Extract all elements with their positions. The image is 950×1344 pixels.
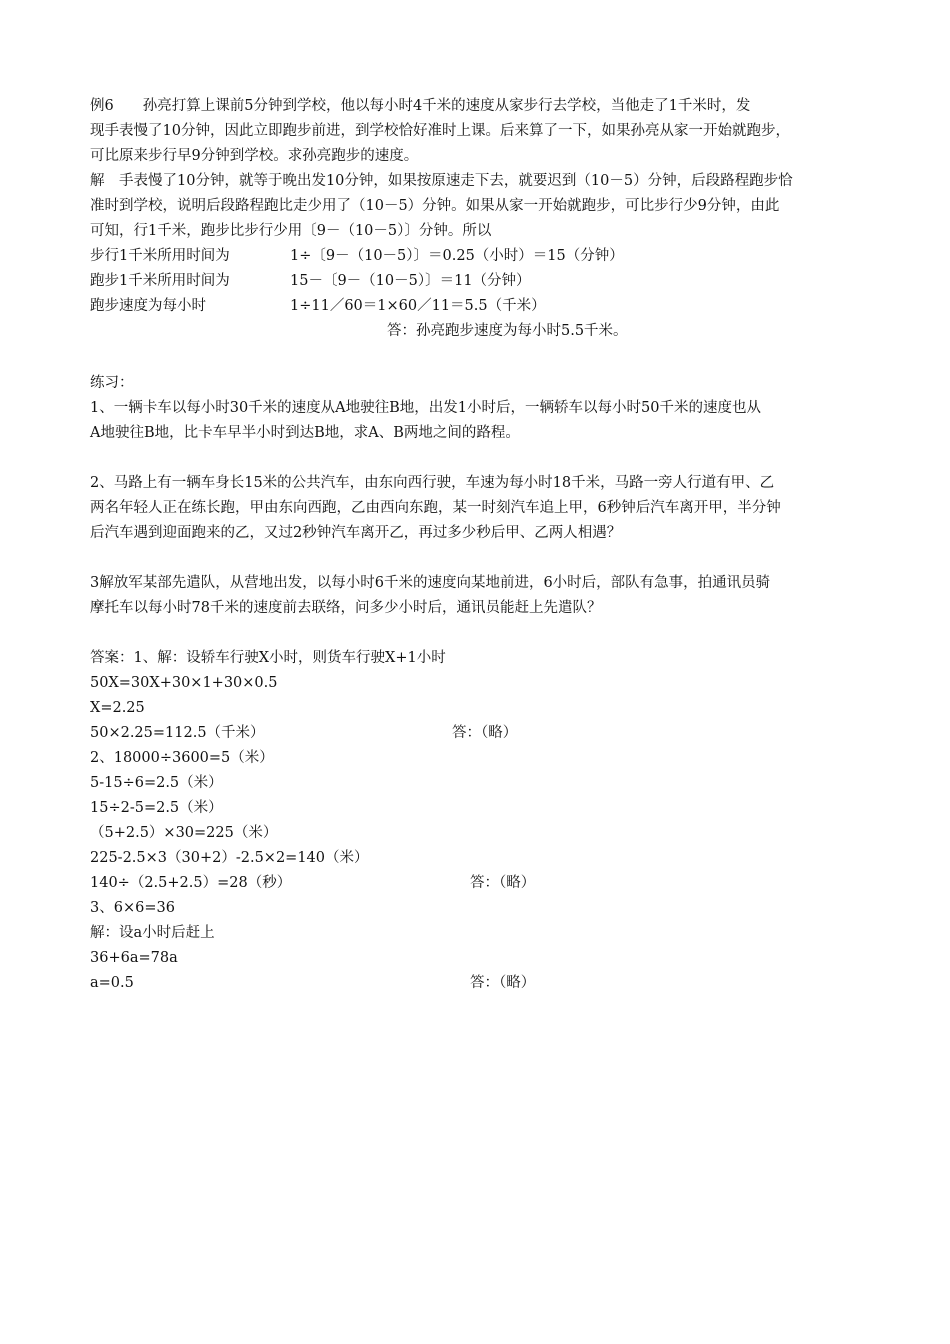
answer-line: X=2.25 [90, 700, 145, 716]
solution-line: 可知，行1千米，跑步比步行少用〔9－（10－5）〕分钟。所以 [90, 223, 492, 239]
example-line: 例6 孙亮打算上课前5分钟到学校，他以每小时4千米的速度从家步行去学校，当他走了1千米时，发 [90, 98, 751, 114]
example-answer: 答：孙亮跑步速度为每小时5.5千米。 [387, 323, 628, 339]
answer-omitted: 答：（略） [470, 975, 536, 991]
solution-line: 准时到学校，说明后段路程跑比走少用了（10－5）分钟。如果从家一开始就跑步，可比步行少9分钟，由此 [90, 198, 780, 214]
calc-label: 跑步速度为每小时 [90, 298, 206, 314]
question-1-line: A地驶往B地，比卡车早半小时到达B地，求A、B两地之间的路程。 [90, 425, 520, 441]
answer-line: 解：设a小时后赶上 [90, 925, 215, 941]
example-line: 可比原来步行早9分钟到学校。求孙亮跑步的速度。 [90, 148, 419, 164]
answer-line: （5+2.5）×30=225（米） [90, 825, 278, 841]
question-2-line: 后汽车遇到迎面跑来的乙，又过2秒钟汽车离开乙，再过多少秒后甲、乙两人相遇？ [90, 525, 622, 541]
calc-label: 跑步1千米所用时间为 [90, 273, 230, 289]
question-2-line: 两名年轻人正在练长跑，甲由东向西跑，乙由西向东跑，某一时刻汽车追上甲，6秒钟后汽车离开甲，半分钟 [90, 500, 781, 516]
calc-expression: 1÷〔9－（10－5）〕＝0.25（小时）＝15（分钟） [290, 248, 624, 264]
calc-expression: 15－〔9－（10－5）〕＝11（分钟） [290, 273, 531, 289]
answer-line: 5-15÷6=2.5（米） [90, 775, 223, 791]
calc-label: 步行1千米所用时间为 [90, 248, 230, 264]
question-1-line: 1、一辆卡车以每小时30千米的速度从A地驶往B地，出发1小时后，一辆轿车以每小时50千米的速度也从 [90, 400, 761, 416]
question-3-line: 3解放军某部先遣队，从营地出发，以每小时6千米的速度向某地前进，6小时后，部队有急事，拍通讯员骑 [90, 575, 771, 591]
answer-line: a=0.5 [90, 975, 134, 991]
question-3-line: 摩托车以每小时78千米的速度前去联络，问多少小时后，通讯员能赶上先遣队？ [90, 600, 602, 616]
answer-omitted: 答：（略） [470, 875, 536, 891]
solution-line: 解 手表慢了10分钟，就等于晚出发10分钟，如果按原速走下去，就要迟到（10－5）分钟，后段路程跑步恰 [90, 173, 793, 189]
answer-omitted: 答：（略） [452, 725, 518, 741]
answer-line: 15÷2-5=2.5（米） [90, 800, 223, 816]
answer-line: 答案：1、解：设轿车行驶X小时，则货车行驶X+1小时 [90, 650, 446, 666]
example-line: 现手表慢了10分钟，因此立即跑步前进，到学校恰好准时上课。后来算了一下，如果孙亮从家一开始就跑步， [90, 123, 790, 139]
calc-expression: 1÷11／60＝1×60／11＝5.5（千米） [290, 298, 546, 314]
answer-line: 50X=30X+30×1+30×0.5 [90, 675, 278, 691]
answer-line: 3、6×6=36 [90, 900, 175, 916]
answer-line: 140÷（2.5+2.5）=28（秒） [90, 875, 292, 891]
question-2-line: 2、马路上有一辆车身长15米的公共汽车，由东向西行驶，车速为每小时18千米，马路一旁人行道有甲、乙 [90, 475, 775, 491]
answer-line: 2、18000÷3600=5（米） [90, 750, 274, 766]
answer-line: 50×2.25=112.5（千米） [90, 725, 265, 741]
practice-title: 练习： [90, 375, 134, 391]
answer-line: 36+6a=78a [90, 950, 178, 966]
answer-line: 225-2.5×3（30+2）-2.5×2=140（米） [90, 850, 369, 866]
